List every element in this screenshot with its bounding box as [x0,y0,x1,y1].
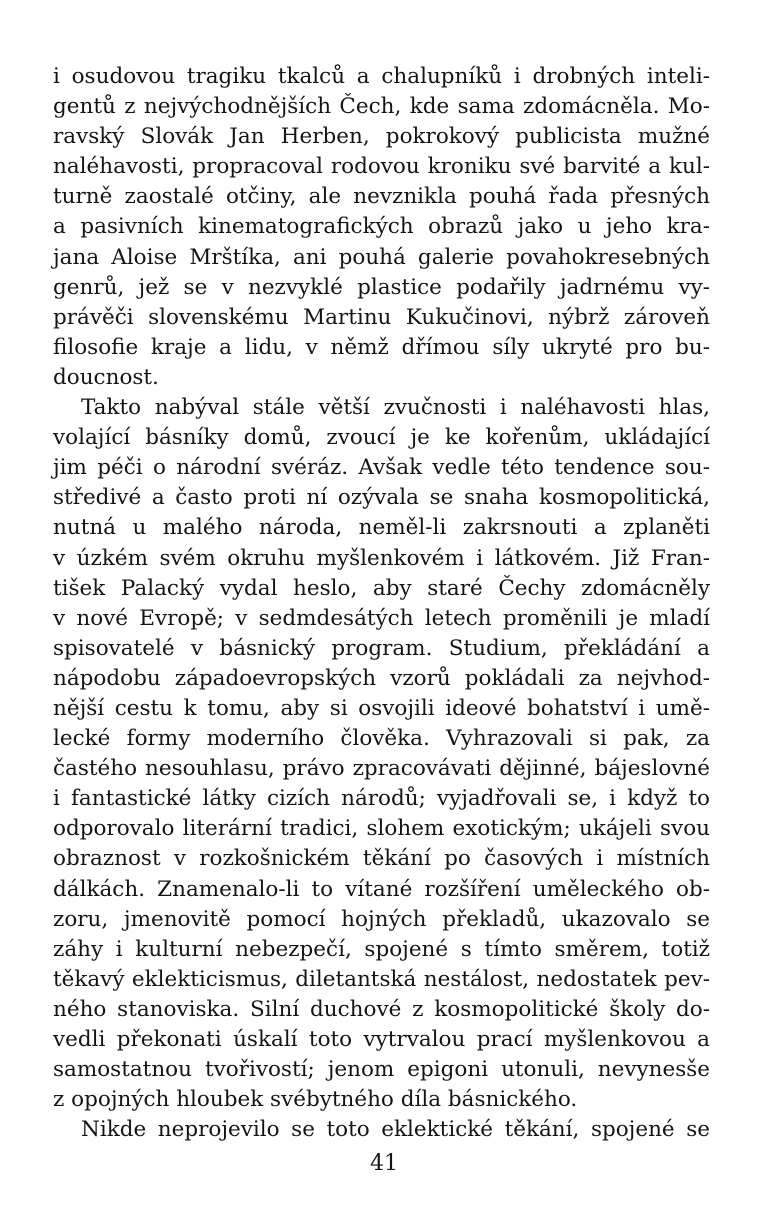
text-line: i fantastické látky cizích národů; vyjadřovali se, i když to [53,786,710,812]
body-text [53,62,710,1145]
text-line: dálkách. Znamenalo-li to vítané rozšíření uměleckého ob- [53,876,710,902]
text-line: nápodobu západoevropských vzorů pokládali za nejvhod- [53,665,710,691]
text-line: právěči slovenskému Martinu Kukučinovi, nýbrž zároveň [53,304,710,330]
text-line: středivé a často proti ní ozývala se snaha kosmopolitická, [53,485,710,511]
text-line: volající básníky domů, zvoucí je ke kořenům, ukládající [53,425,710,451]
text-line: nutná u malého národa, neměl-li zakrsnouti a zplaněti [53,515,710,541]
text-line: nější cestu k tomu, aby si osvojili ideové bohatství i umě- [53,695,710,721]
text-line: jana Aloise Mrštíka, ani pouhá galerie povahokresebných [53,244,710,270]
text-line: samostatnou tvořivostí; jenom epigoni utonuli, nevynesše [53,1057,710,1083]
text-line: záhy i kulturní nebezpečí, spojené s tímto směrem, totiž [53,936,710,962]
text-line: obraznost v rozkošnickém těkání po časových i místních [53,846,710,872]
text-line: genrů, jež se v nezvyklé plastice podařily jadrnému vy- [53,274,710,300]
text-line: jim péči o národní svéráz. Avšak vedle této tendence sou- [53,455,710,481]
text-line: v nové Evropě; v sedmdesátých letech proměnili je mladí [53,605,710,631]
text-line: odporovalo literární tradici, slohem exotickým; ukájeli svou [53,816,710,842]
text-line: naléhavosti, propracoval rodovou kroniku své barvité a kul- [53,154,710,180]
paragraph-end-line: doucnost. [53,364,159,390]
text-line: gentů z nejvýchodnějších Čech, kde sama zdomácněla. Mo- [53,94,710,120]
text-line: tišek Palacký vydal heslo, aby staré Čechy zdomácněly [53,575,710,601]
text-line: vedli překonati úskalí toto vytrvalou prací myšlenkovou a [53,1027,710,1052]
text-line: a pasivních kinematografických obrazů jako u jeho kra- [53,214,710,240]
text-line: filosofie kraje a lidu, v němž dřímou síly ukryté pro bu- [53,334,710,360]
text-line: spisovatelé v básnický program. Studium, překládání a [53,635,710,661]
text-line: těkavý eklekticismus, diletantská nestálost, nedostatek pev- [53,966,710,992]
paragraph-first-line: Takto nabýval stále větší zvučnosti i naléhavosti hlas, [81,395,710,421]
paragraph-first-line: Nikde neprojevilo se toto eklektické těkání, spojené se [81,1117,710,1143]
text-line: ného stanoviska. Silní duchové z kosmopolitické školy do- [53,996,710,1022]
text-line: lecké formy moderního člověka. Vyhrazovali si pak, za [53,726,710,752]
text-line: ravský Slovák Jan Herben, pokrokový publicista mužné [53,124,710,150]
paragraph-end-line: z opojných hloubek svébytného díla básnického. [53,1087,578,1113]
text-line: i osudovou tragiku tkalců a chalupníků i drobných inteli- [53,64,710,89]
text-line: turně zaostalé otčiny, ale nevznikla pouhá řada přesných [53,184,710,210]
page-number: 41 [370,1151,398,1176]
text-line: zoru, jmenovitě pomocí hojných překladů, ukazovalo se [53,906,710,932]
text-line: častého nesouhlasu, právo zpracovávati dějinné, bájeslovné [53,756,710,782]
text-line: v úzkém svém okruhu myšlenkovém i látkovém. Již Fran- [53,545,710,571]
